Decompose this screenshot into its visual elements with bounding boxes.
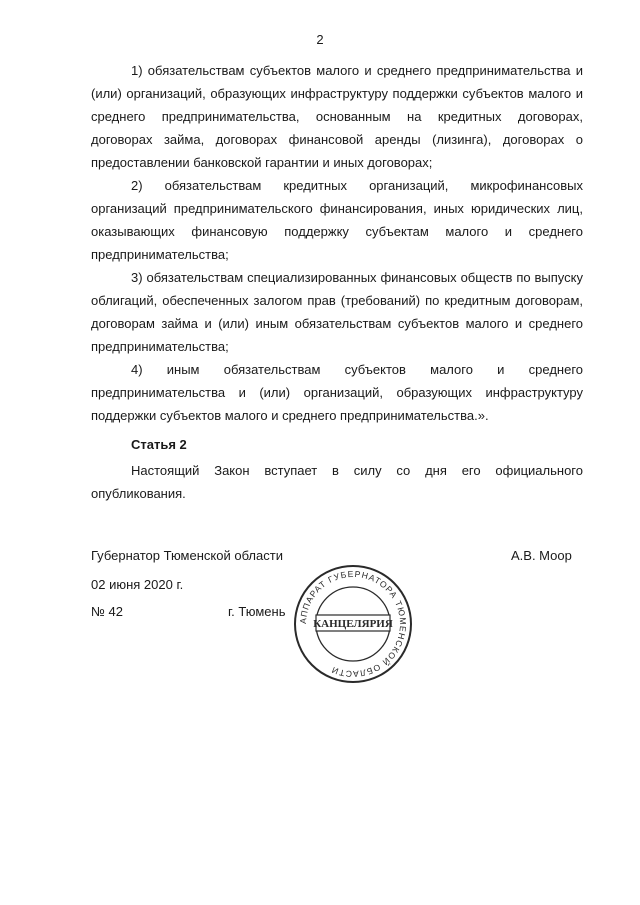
- signing-city: г. Тюмень: [228, 604, 286, 619]
- stamp-outer-text: АППАРАТ ГУБЕРНАТОРА ТЮМЕНСКОЙ ОБЛАСТИ: [297, 568, 409, 680]
- governor-title: Губернатор Тюменской области: [91, 548, 283, 563]
- paragraph-item-4: 4) иным обязательствам субъектов малого и среднего предпринимательства и (или) организаций, образующих инфраструктуру поддержки субъектов малого и среднего предпринимательства.».: [91, 362, 583, 423]
- page-number: 2: [316, 32, 324, 47]
- office-stamp: [292, 563, 414, 685]
- article-text: Настоящий Закон вступает в силу со дня его официального опубликования.: [91, 463, 583, 501]
- paragraph-item-3: 3) обязательствам специализированных финансовых обществ по выпуску облигаций, обеспеченных залогом прав (требований) по кредитным договорам, договорам займа и (или) иным обязательствам субъектов малого и среднего предпринимательства;: [91, 270, 583, 354]
- law-body: [91, 59, 583, 427]
- signing-date: 02 июня 2020 г.: [91, 577, 184, 592]
- governor-name: А.В. Моор: [511, 548, 572, 563]
- paragraph-item-2: 2) обязательствам кредитных организаций, микрофинансовых организаций предпринимательского финансирования, иных юридических лиц, оказывающих финансовую поддержку субъектам малого и среднего предпринимательства;: [91, 178, 583, 262]
- stamp-center-text: КАНЦЕЛЯРИЯ: [313, 618, 393, 630]
- paragraph-item-1: 1) обязательствам субъектов малого и среднего предпринимательства и (или) организаций, образующих инфраструктуру поддержки субъектов малого и среднего предпринимательства, основанным на кредитных договорах, договорах займа, договорах финансовой аренды (лизинга), договорах о предоставлении банковской гарантии и иных договорах;: [91, 63, 583, 170]
- article-heading: Статья 2: [131, 437, 187, 452]
- law-number: № 42: [91, 604, 124, 619]
